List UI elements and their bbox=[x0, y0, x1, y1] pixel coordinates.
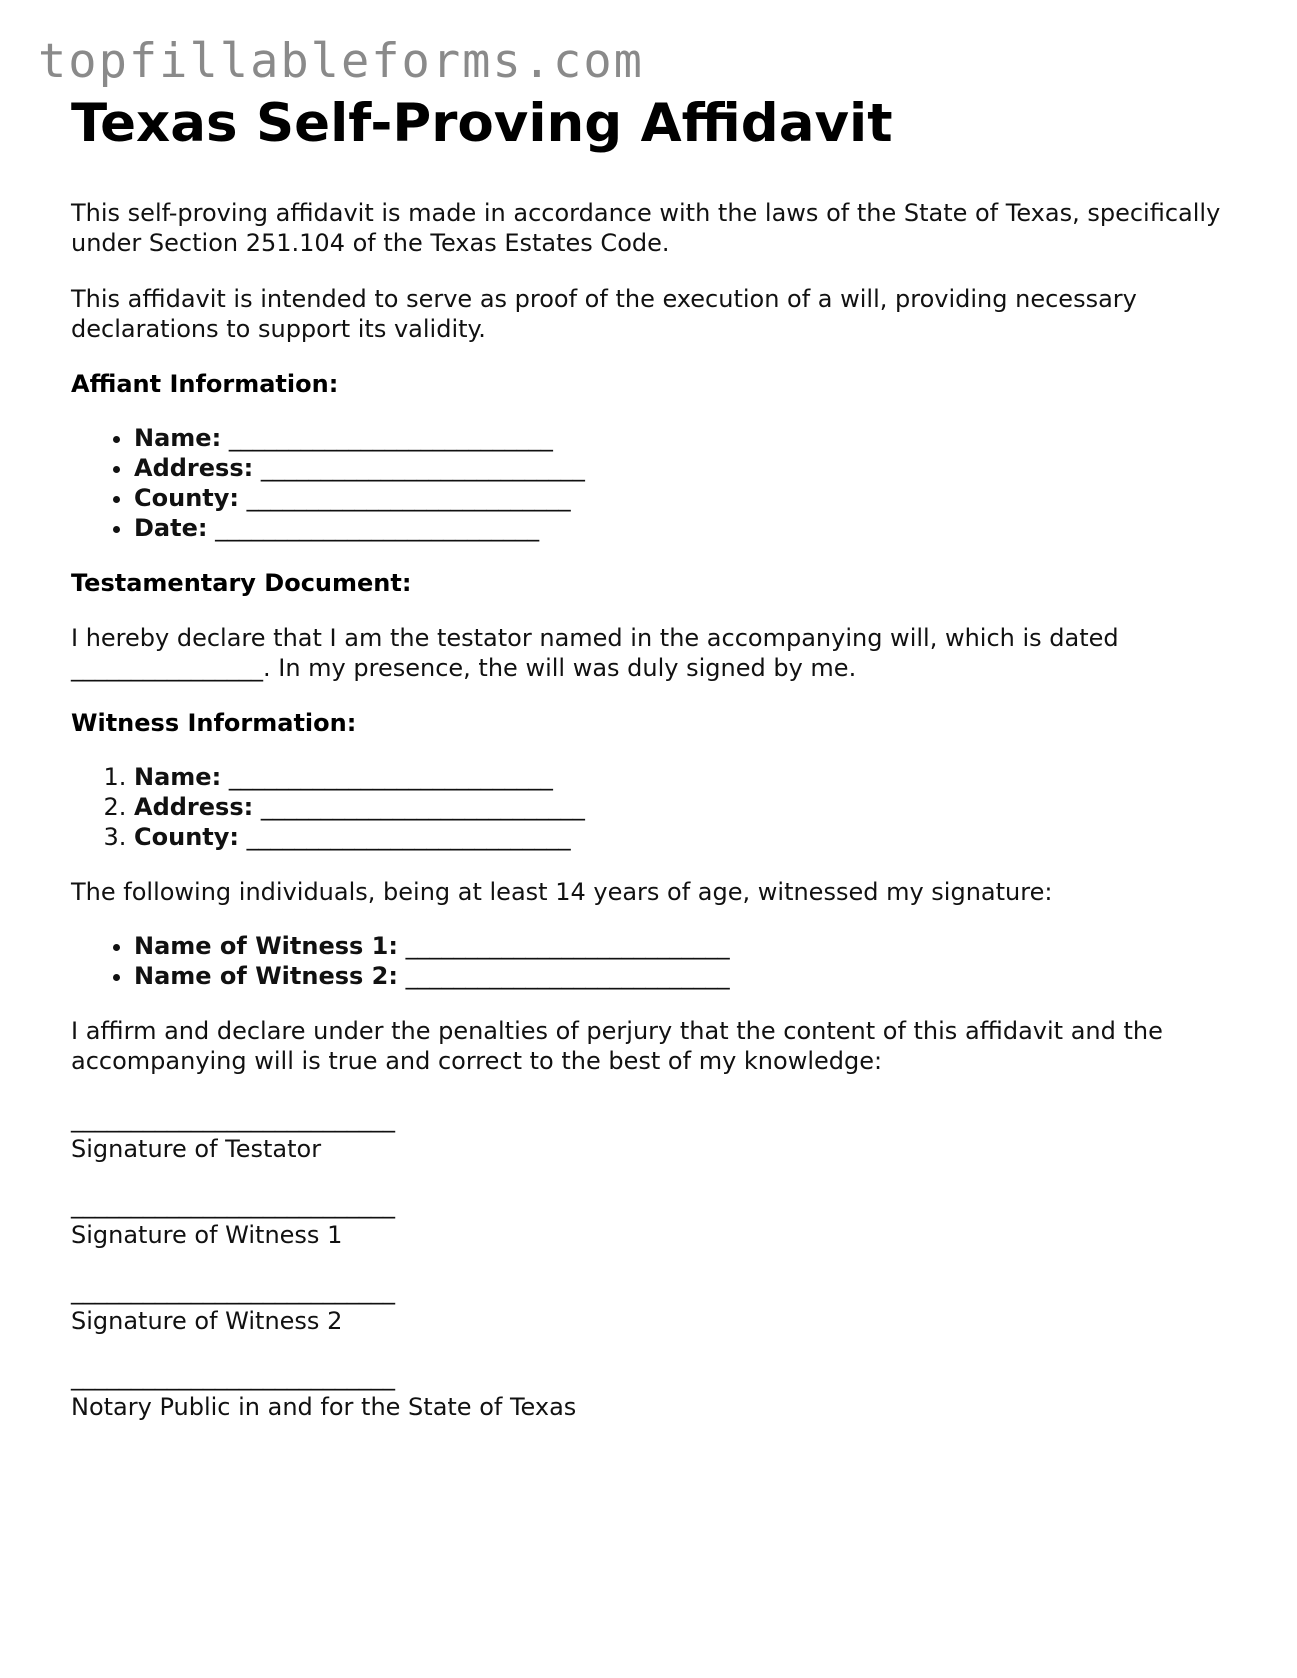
intro-paragraph-1: This self-proving affidavit is made in accordance with the laws of the State of Texas, specifically under Section 251.104 of the Texas Estates Code. bbox=[71, 199, 1221, 257]
witness-county-label: County: bbox=[134, 823, 239, 851]
witness-1-item bbox=[134, 931, 1251, 961]
witness-1-signature-label: Signature of Witness 1 bbox=[71, 1221, 343, 1249]
witness-1-blank[interactable]: ___________________________ bbox=[405, 932, 730, 960]
affidavit-document bbox=[71, 92, 1251, 1422]
signature-block bbox=[71, 1104, 1251, 1422]
notary-signature bbox=[71, 1362, 1251, 1422]
witness-statement: The following individuals, being at least 14 years of age, witnessed my signature: bbox=[71, 878, 1053, 906]
testamentary-paragraph bbox=[71, 623, 1251, 683]
witness-2-label: Name of Witness 2: bbox=[134, 962, 398, 990]
witness-name-blank[interactable]: ___________________________ bbox=[228, 763, 553, 791]
affiant-date-item bbox=[134, 513, 1251, 543]
witness-address-blank[interactable]: ___________________________ bbox=[260, 793, 585, 821]
testamentary-heading: Testamentary Document: bbox=[71, 569, 412, 597]
witness-names-list bbox=[71, 931, 1251, 991]
affiant-date-label: Date: bbox=[134, 514, 208, 542]
affiant-county-label: County: bbox=[134, 484, 239, 512]
affiant-name-blank[interactable]: ___________________________ bbox=[228, 424, 553, 452]
witness-name-label: Name: bbox=[134, 763, 222, 791]
witness-2-item bbox=[134, 961, 1251, 991]
witness-1-label: Name of Witness 1: bbox=[134, 932, 398, 960]
affiant-date-blank[interactable]: ___________________________ bbox=[215, 514, 540, 542]
watermark: topfillableforms.com bbox=[38, 34, 644, 89]
affiant-county-item bbox=[134, 483, 1251, 513]
notary-signature-line[interactable]: ___________________________ bbox=[71, 1363, 395, 1391]
witness-heading: Witness Information: bbox=[71, 709, 357, 737]
affirmation-paragraph: I affirm and declare under the penalties of perjury that the content of this affidavit and the accompanying will is true and correct to the best of my knowledge: bbox=[71, 1017, 1163, 1075]
witness-address-item bbox=[134, 792, 1251, 822]
witness-1-signature-line[interactable]: ___________________________ bbox=[71, 1191, 395, 1219]
testator-signature-line[interactable]: ___________________________ bbox=[71, 1105, 395, 1133]
affiant-heading: Affiant Information: bbox=[71, 370, 339, 398]
affiant-list bbox=[71, 423, 1251, 543]
document-title: Texas Self-Proving Affidavit bbox=[71, 93, 893, 154]
affiant-name-label: Name: bbox=[134, 424, 222, 452]
notary-signature-label: Notary Public in and for the State of Texas bbox=[71, 1393, 577, 1421]
intro-paragraph-2: This affidavit is intended to serve as proof of the execution of a will, providing necessary declarations to support its validity. bbox=[71, 285, 1137, 343]
will-date-blank[interactable]: ________________ bbox=[71, 654, 263, 682]
witness-2-blank[interactable]: ___________________________ bbox=[405, 962, 730, 990]
testamentary-text-after: . In my presence, the will was duly signed by me. bbox=[263, 654, 857, 682]
affiant-county-blank[interactable]: ___________________________ bbox=[246, 484, 571, 512]
affiant-name-item bbox=[134, 423, 1251, 453]
witness-address-label: Address: bbox=[134, 793, 254, 821]
witness-1-signature bbox=[71, 1190, 1251, 1250]
affiant-address-label: Address: bbox=[134, 454, 254, 482]
witness-list bbox=[71, 762, 1251, 852]
affiant-address-item bbox=[134, 453, 1251, 483]
testator-signature-label: Signature of Testator bbox=[71, 1135, 322, 1163]
witness-2-signature-line[interactable]: ___________________________ bbox=[71, 1277, 395, 1305]
witness-2-signature-label: Signature of Witness 2 bbox=[71, 1307, 343, 1335]
witness-county-item bbox=[134, 822, 1251, 852]
testator-signature bbox=[71, 1104, 1251, 1164]
witness-county-blank[interactable]: ___________________________ bbox=[246, 823, 571, 851]
testamentary-text-before: I hereby declare that I am the testator named in the accompanying will, which is dated bbox=[71, 624, 1119, 652]
witness-2-signature bbox=[71, 1276, 1251, 1336]
affiant-address-blank[interactable]: ___________________________ bbox=[260, 454, 585, 482]
witness-name-item bbox=[134, 762, 1251, 792]
